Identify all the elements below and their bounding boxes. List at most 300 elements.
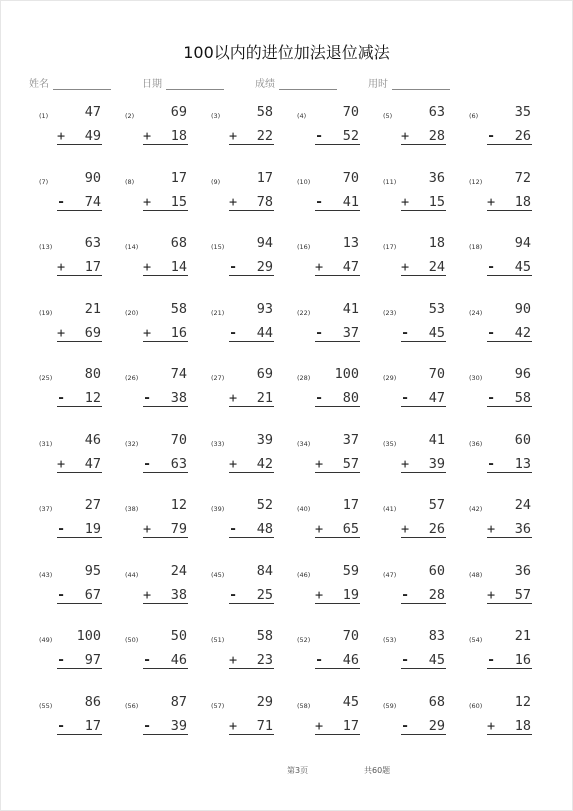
answer-line[interactable] bbox=[57, 387, 102, 407]
problem-number: (38) bbox=[125, 505, 139, 513]
answer-line[interactable] bbox=[487, 649, 532, 669]
answer-line[interactable] bbox=[57, 125, 102, 145]
problem-item bbox=[202, 497, 288, 563]
minus-sign: - bbox=[487, 652, 496, 668]
plus-sign: + bbox=[143, 128, 152, 144]
second-operand: 13 bbox=[514, 455, 531, 472]
first-operand: 13 bbox=[342, 235, 359, 251]
second-operand: 69 bbox=[84, 324, 101, 341]
answer-line[interactable] bbox=[57, 453, 102, 473]
problem-number: (29) bbox=[383, 374, 397, 382]
answer-line[interactable] bbox=[229, 387, 274, 407]
answer-line[interactable] bbox=[57, 715, 102, 735]
plus-sign: + bbox=[401, 521, 410, 537]
second-operand: 97 bbox=[84, 652, 101, 668]
second-operand: 26 bbox=[514, 128, 531, 144]
minus-sign: - bbox=[487, 128, 496, 144]
name-field[interactable] bbox=[29, 75, 111, 90]
first-operand: 12 bbox=[514, 693, 531, 710]
problem-item bbox=[30, 694, 116, 760]
minus-sign: - bbox=[143, 652, 152, 668]
second-operand: 79 bbox=[170, 521, 187, 537]
problem-number: (30) bbox=[469, 374, 483, 382]
second-operand: 18 bbox=[514, 717, 531, 734]
problem-number: (23) bbox=[383, 308, 397, 317]
problem-number: (52) bbox=[297, 636, 311, 644]
answer-line[interactable] bbox=[143, 715, 188, 735]
score-label: 成绩 bbox=[255, 79, 275, 90]
minus-sign: - bbox=[487, 455, 496, 472]
first-operand: 21 bbox=[514, 628, 531, 644]
first-operand: 17 bbox=[256, 169, 273, 186]
answer-line[interactable] bbox=[401, 191, 446, 211]
problem-number: (56) bbox=[125, 701, 139, 710]
problem-item bbox=[202, 628, 288, 694]
problem-number: (15) bbox=[211, 243, 225, 251]
first-operand: 29 bbox=[256, 693, 273, 710]
plus-sign: + bbox=[487, 717, 496, 734]
second-operand: 24 bbox=[428, 259, 445, 275]
plus-sign: + bbox=[229, 128, 238, 144]
minus-sign: - bbox=[57, 521, 66, 537]
second-operand: 17 bbox=[84, 717, 101, 734]
plus-sign: + bbox=[57, 324, 66, 341]
first-operand: 46 bbox=[84, 431, 101, 448]
minus-sign: - bbox=[143, 455, 152, 472]
second-operand: 39 bbox=[170, 717, 187, 734]
first-operand: 86 bbox=[84, 693, 101, 710]
first-operand: 37 bbox=[342, 431, 359, 448]
first-operand: 87 bbox=[170, 693, 187, 710]
answer-line[interactable] bbox=[57, 584, 102, 604]
answer-line[interactable] bbox=[229, 125, 274, 145]
problem-item bbox=[116, 301, 202, 367]
answer-line[interactable] bbox=[229, 584, 274, 604]
problem-item bbox=[202, 432, 288, 498]
plus-sign: + bbox=[487, 586, 496, 603]
first-operand: 35 bbox=[514, 104, 531, 120]
answer-line[interactable] bbox=[315, 584, 360, 604]
first-operand: 68 bbox=[428, 693, 445, 710]
minus-sign: - bbox=[401, 717, 410, 734]
answer-line[interactable] bbox=[143, 191, 188, 211]
plus-sign: + bbox=[401, 455, 410, 472]
answer-line[interactable] bbox=[315, 387, 360, 407]
plus-sign: + bbox=[487, 521, 496, 537]
answer-line[interactable] bbox=[143, 387, 188, 407]
plus-sign: + bbox=[315, 259, 324, 275]
problem-item bbox=[30, 432, 116, 498]
problem-number: (41) bbox=[383, 505, 397, 513]
answer-line[interactable] bbox=[143, 322, 188, 342]
first-operand: 41 bbox=[342, 300, 359, 317]
problem-number: (60) bbox=[469, 701, 483, 710]
answer-line[interactable] bbox=[57, 191, 102, 211]
problem-number: (32) bbox=[125, 439, 139, 448]
first-operand: 72 bbox=[514, 169, 531, 186]
second-operand: 22 bbox=[256, 128, 273, 144]
problem-number: (27) bbox=[211, 374, 225, 382]
answer-line[interactable] bbox=[57, 518, 102, 538]
problem-item bbox=[288, 628, 374, 694]
problem-number: (9) bbox=[211, 177, 221, 186]
problem-number: (47) bbox=[383, 570, 397, 579]
answer-line[interactable] bbox=[487, 715, 532, 735]
first-operand: 24 bbox=[170, 562, 187, 579]
problem-item bbox=[374, 366, 460, 432]
second-operand: 46 bbox=[170, 652, 187, 668]
problem-number: (31) bbox=[39, 439, 53, 448]
answer-line[interactable] bbox=[487, 125, 532, 145]
answer-line[interactable] bbox=[401, 649, 446, 669]
plus-sign: + bbox=[229, 390, 238, 406]
problem-number: (57) bbox=[211, 701, 225, 710]
second-operand: 41 bbox=[342, 193, 359, 210]
problem-number: (59) bbox=[383, 701, 397, 710]
problem-item bbox=[460, 497, 546, 563]
problem-item bbox=[116, 104, 202, 170]
minus-sign: - bbox=[315, 128, 324, 144]
problem-item bbox=[116, 628, 202, 694]
second-operand: 58 bbox=[514, 390, 531, 406]
problem-number: (36) bbox=[469, 439, 483, 448]
plus-sign: + bbox=[401, 259, 410, 275]
problem-number: (40) bbox=[297, 505, 311, 513]
problem-number: (55) bbox=[39, 701, 53, 710]
first-operand: 50 bbox=[170, 628, 187, 644]
first-operand: 68 bbox=[170, 235, 187, 251]
second-operand: 45 bbox=[514, 259, 531, 275]
problem-count: 共60题 bbox=[364, 766, 391, 775]
problem-number: (25) bbox=[39, 374, 53, 382]
plus-sign: + bbox=[487, 193, 496, 210]
minus-sign: - bbox=[315, 324, 324, 341]
answer-line[interactable] bbox=[315, 256, 360, 276]
second-operand: 17 bbox=[342, 717, 359, 734]
answer-line[interactable] bbox=[57, 649, 102, 669]
plus-sign: + bbox=[229, 455, 238, 472]
first-operand: 70 bbox=[428, 366, 445, 382]
first-operand: 94 bbox=[256, 235, 273, 251]
problem-item bbox=[30, 235, 116, 301]
problem-item bbox=[30, 366, 116, 432]
problem-item bbox=[30, 563, 116, 629]
student-info-row bbox=[29, 75, 549, 89]
first-operand: 58 bbox=[256, 104, 273, 120]
first-operand: 96 bbox=[514, 366, 531, 382]
problem-item bbox=[116, 497, 202, 563]
answer-line[interactable] bbox=[401, 322, 446, 342]
plus-sign: + bbox=[315, 455, 324, 472]
first-operand: 69 bbox=[170, 104, 187, 120]
second-operand: 49 bbox=[84, 128, 101, 144]
answer-line[interactable] bbox=[487, 387, 532, 407]
first-operand: 90 bbox=[514, 300, 531, 317]
answer-line[interactable] bbox=[229, 256, 274, 276]
answer-line[interactable] bbox=[401, 715, 446, 735]
first-operand: 39 bbox=[256, 431, 273, 448]
second-operand: 57 bbox=[342, 455, 359, 472]
problem-item bbox=[374, 432, 460, 498]
answer-line[interactable] bbox=[315, 649, 360, 669]
problem-number: (35) bbox=[383, 439, 397, 448]
problem-item bbox=[288, 563, 374, 629]
problem-item bbox=[30, 104, 116, 170]
second-operand: 71 bbox=[256, 717, 273, 734]
answer-line[interactable] bbox=[229, 518, 274, 538]
first-operand: 94 bbox=[514, 235, 531, 251]
minus-sign: - bbox=[229, 521, 238, 537]
problem-number: (34) bbox=[297, 439, 311, 448]
minus-sign: - bbox=[57, 390, 66, 406]
time-field[interactable] bbox=[368, 75, 450, 90]
problem-item bbox=[202, 170, 288, 236]
problem-item bbox=[288, 104, 374, 170]
answer-line[interactable] bbox=[57, 322, 102, 342]
answer-line[interactable] bbox=[143, 256, 188, 276]
second-operand: 25 bbox=[256, 586, 273, 603]
minus-sign: - bbox=[487, 390, 496, 406]
problem-number: (10) bbox=[297, 177, 311, 186]
problem-number: (54) bbox=[469, 636, 483, 644]
second-operand: 23 bbox=[256, 652, 273, 668]
answer-line[interactable] bbox=[143, 125, 188, 145]
problem-item bbox=[460, 563, 546, 629]
first-operand: 80 bbox=[84, 366, 101, 382]
problem-number: (28) bbox=[297, 374, 311, 382]
second-operand: 15 bbox=[170, 193, 187, 210]
answer-line[interactable] bbox=[487, 322, 532, 342]
problem-item bbox=[202, 301, 288, 367]
second-operand: 39 bbox=[428, 455, 445, 472]
answer-line[interactable] bbox=[143, 518, 188, 538]
name-label: 姓名 bbox=[29, 79, 49, 90]
plus-sign: + bbox=[401, 193, 410, 210]
plus-sign: + bbox=[57, 259, 66, 275]
page-title: 100以内的进位加法退位减法 bbox=[183, 43, 390, 62]
second-operand: 37 bbox=[342, 324, 359, 341]
first-operand: 60 bbox=[514, 431, 531, 448]
problem-number: (45) bbox=[211, 570, 225, 579]
problem-item bbox=[288, 235, 374, 301]
minus-sign: - bbox=[229, 259, 238, 275]
answer-line[interactable] bbox=[487, 256, 532, 276]
minus-sign: - bbox=[315, 193, 324, 210]
first-operand: 84 bbox=[256, 562, 273, 579]
answer-line[interactable] bbox=[57, 256, 102, 276]
answer-line[interactable] bbox=[229, 453, 274, 473]
plus-sign: + bbox=[143, 586, 152, 603]
answer-line[interactable] bbox=[315, 191, 360, 211]
problem-number: (24) bbox=[469, 308, 483, 317]
date-blank[interactable] bbox=[166, 79, 224, 90]
plus-sign: + bbox=[315, 586, 324, 603]
score-blank[interactable] bbox=[279, 79, 337, 90]
problem-item bbox=[288, 694, 374, 760]
problem-item bbox=[116, 432, 202, 498]
problem-number: (26) bbox=[125, 374, 139, 382]
first-operand: 58 bbox=[170, 300, 187, 317]
second-operand: 47 bbox=[428, 390, 445, 406]
answer-line[interactable] bbox=[315, 715, 360, 735]
first-operand: 60 bbox=[428, 562, 445, 579]
date-field[interactable] bbox=[142, 75, 224, 90]
answer-line[interactable] bbox=[487, 584, 532, 604]
problem-number: (14) bbox=[125, 243, 139, 251]
minus-sign: - bbox=[57, 652, 66, 668]
problem-item bbox=[374, 301, 460, 367]
minus-sign: - bbox=[401, 324, 410, 341]
problem-number: (18) bbox=[469, 243, 483, 251]
plus-sign: + bbox=[57, 128, 66, 144]
second-operand: 57 bbox=[514, 586, 531, 603]
problem-number: (2) bbox=[125, 112, 135, 120]
second-operand: 14 bbox=[170, 259, 187, 275]
problem-item bbox=[202, 366, 288, 432]
second-operand: 65 bbox=[342, 521, 359, 537]
answer-line[interactable] bbox=[229, 322, 274, 342]
minus-sign: - bbox=[229, 586, 238, 603]
first-operand: 74 bbox=[170, 366, 187, 382]
problem-item bbox=[374, 497, 460, 563]
answer-line[interactable] bbox=[487, 191, 532, 211]
time-blank[interactable] bbox=[392, 79, 450, 90]
problem-number: (8) bbox=[125, 177, 135, 186]
first-operand: 58 bbox=[256, 628, 273, 644]
answer-line[interactable] bbox=[487, 453, 532, 473]
plus-sign: + bbox=[401, 128, 410, 144]
second-operand: 52 bbox=[342, 128, 359, 144]
first-operand: 17 bbox=[170, 169, 187, 186]
problem-item bbox=[374, 104, 460, 170]
problem-item bbox=[202, 694, 288, 760]
problem-number: (12) bbox=[469, 177, 483, 186]
problem-item bbox=[288, 497, 374, 563]
problem-item bbox=[374, 628, 460, 694]
answer-line[interactable] bbox=[143, 649, 188, 669]
second-operand: 21 bbox=[256, 390, 273, 406]
minus-sign: - bbox=[57, 717, 66, 734]
first-operand: 53 bbox=[428, 300, 445, 317]
first-operand: 36 bbox=[428, 169, 445, 186]
first-operand: 100 bbox=[334, 366, 359, 382]
minus-sign: - bbox=[229, 324, 238, 341]
answer-line[interactable] bbox=[315, 518, 360, 538]
answer-line[interactable] bbox=[401, 256, 446, 276]
answer-line[interactable] bbox=[315, 125, 360, 145]
plus-sign: + bbox=[315, 717, 324, 734]
first-operand: 45 bbox=[342, 693, 359, 710]
second-operand: 48 bbox=[256, 521, 273, 537]
first-operand: 52 bbox=[256, 497, 273, 513]
first-operand: 70 bbox=[342, 169, 359, 186]
first-operand: 41 bbox=[428, 431, 445, 448]
plus-sign: + bbox=[143, 259, 152, 275]
problem-item bbox=[460, 170, 546, 236]
answer-line[interactable] bbox=[229, 649, 274, 669]
second-operand: 17 bbox=[84, 259, 101, 275]
first-operand: 17 bbox=[342, 497, 359, 513]
problem-item bbox=[116, 235, 202, 301]
first-operand: 21 bbox=[84, 300, 101, 317]
problem-number: (20) bbox=[125, 308, 139, 317]
problem-number: (33) bbox=[211, 439, 225, 448]
answer-line[interactable] bbox=[315, 453, 360, 473]
first-operand: 47 bbox=[84, 104, 101, 120]
plus-sign: + bbox=[315, 521, 324, 537]
score-field[interactable] bbox=[255, 75, 337, 90]
problem-item bbox=[460, 694, 546, 760]
minus-sign: - bbox=[143, 717, 152, 734]
problem-grid bbox=[30, 104, 546, 754]
problem-item bbox=[116, 366, 202, 432]
problem-number: (43) bbox=[39, 570, 53, 579]
answer-line[interactable] bbox=[401, 125, 446, 145]
second-operand: 63 bbox=[170, 455, 187, 472]
second-operand: 47 bbox=[342, 259, 359, 275]
first-operand: 83 bbox=[428, 628, 445, 644]
first-operand: 27 bbox=[84, 497, 101, 513]
first-operand: 69 bbox=[256, 366, 273, 382]
second-operand: 67 bbox=[84, 586, 101, 603]
second-operand: 28 bbox=[428, 586, 445, 603]
minus-sign: - bbox=[401, 390, 410, 406]
second-operand: 16 bbox=[514, 652, 531, 668]
answer-line[interactable] bbox=[229, 715, 274, 735]
answer-line[interactable] bbox=[401, 453, 446, 473]
problem-item bbox=[202, 104, 288, 170]
name-blank[interactable] bbox=[53, 79, 111, 90]
problem-item bbox=[202, 235, 288, 301]
plus-sign: + bbox=[229, 717, 238, 734]
first-operand: 95 bbox=[84, 562, 101, 579]
answer-line[interactable] bbox=[143, 584, 188, 604]
answer-line[interactable] bbox=[143, 453, 188, 473]
problem-item bbox=[460, 301, 546, 367]
plus-sign: + bbox=[143, 521, 152, 537]
problem-number: (58) bbox=[297, 701, 311, 710]
answer-line[interactable] bbox=[401, 584, 446, 604]
page-number: 第3页 bbox=[287, 766, 309, 775]
first-operand: 70 bbox=[342, 104, 359, 120]
problem-number: (51) bbox=[211, 636, 225, 644]
first-operand: 70 bbox=[170, 431, 187, 448]
problem-item bbox=[460, 628, 546, 694]
answer-line[interactable] bbox=[487, 518, 532, 538]
problem-item bbox=[460, 366, 546, 432]
minus-sign: - bbox=[315, 652, 324, 668]
problem-number: (50) bbox=[125, 636, 139, 644]
second-operand: 74 bbox=[84, 193, 101, 210]
problem-item bbox=[460, 432, 546, 498]
answer-line[interactable] bbox=[315, 322, 360, 342]
problem-number: (37) bbox=[39, 505, 53, 513]
answer-line[interactable] bbox=[401, 518, 446, 538]
problem-item bbox=[288, 366, 374, 432]
time-label: 用时 bbox=[368, 79, 388, 90]
answer-line[interactable] bbox=[229, 191, 274, 211]
plus-sign: + bbox=[143, 193, 152, 210]
minus-sign: - bbox=[487, 259, 496, 275]
problem-number: (5) bbox=[383, 112, 393, 120]
problem-number: (44) bbox=[125, 570, 139, 579]
second-operand: 29 bbox=[428, 717, 445, 734]
problem-item bbox=[30, 497, 116, 563]
problem-item bbox=[374, 563, 460, 629]
minus-sign: - bbox=[57, 193, 66, 210]
answer-line[interactable] bbox=[401, 387, 446, 407]
first-operand: 63 bbox=[428, 104, 445, 120]
